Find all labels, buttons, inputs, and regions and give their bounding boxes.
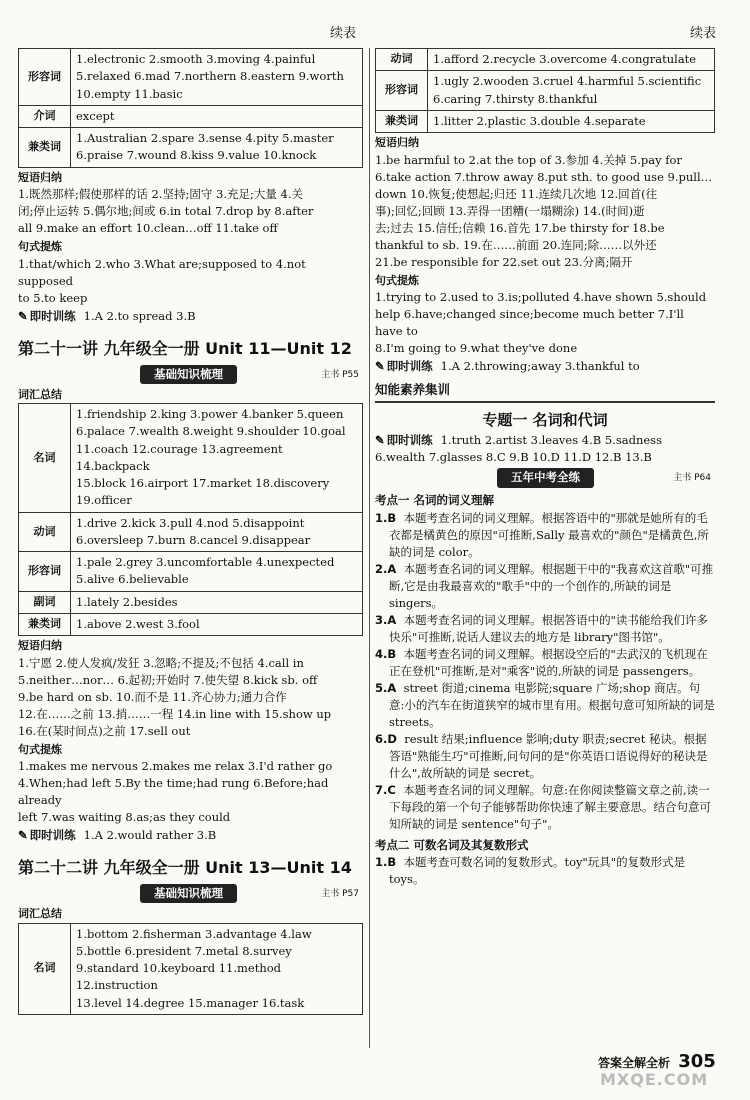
section-banner: 基础知识梳理 [140, 365, 237, 384]
vocab-category: 兼类词 [376, 110, 428, 132]
section-banner: 五年中考全练 [497, 468, 594, 487]
vocab-words [71, 404, 363, 513]
vocab-category: 动词 [19, 512, 71, 552]
phrases-list [18, 655, 363, 740]
vocab-words [71, 613, 363, 635]
vocab-row [19, 128, 363, 168]
answer-list [375, 854, 715, 888]
answer-number: 1.B [375, 510, 397, 525]
answer-list [375, 510, 715, 833]
vocab-line: 1.Australian 2.spare 3.sense 4.pity 5.master [76, 131, 334, 145]
vocab-line: 11.coach 12.courage 13.agreement 14.backpack [76, 441, 283, 473]
vocab-words [428, 110, 715, 132]
answer-number: 2.A [375, 561, 397, 576]
sentences-list [18, 758, 363, 826]
vocab-line: 1.afford 2.recycle 3.overcome 4.congratulate [433, 52, 697, 66]
vocab-line: 6.caring 7.thirsty 8.thankful [433, 91, 598, 106]
text-line: 1.trying to 2.used to 3.is;polluted 4.have shown 5.should [375, 290, 707, 304]
exam-point-title: 考点一 名词的词义理解 [375, 493, 495, 508]
answer-explanation: 本题考查名词的词义理解。根据题干中的"我喜欢这首歌"可推断,它是由我最喜欢的"歌手"中的一个创作的,所缺的词是 singers。 [389, 561, 714, 610]
answer-item [375, 680, 715, 731]
page-number: 305 [678, 1051, 716, 1072]
lecture-title-21: 第二十一讲 九年级全一册 Unit 11—Unit 12 [18, 338, 352, 358]
column-divider [369, 48, 370, 1048]
practice-answers: 1.truth 2.artist 3.leaves 4.B 5.sadness [440, 433, 662, 448]
vocab-category: 名词 [19, 404, 71, 513]
vocab-line: 13.level 14.degree 15.manager 16.task [76, 995, 305, 1010]
vocab-table-unit13 [18, 923, 363, 1015]
right-column [375, 48, 715, 888]
answer-explanation: 本题考查可数名词的复数形式。toy"玩具"的复数形式是 toys。 [389, 854, 686, 886]
vocab-row [19, 49, 363, 106]
text-line: 事);回忆;回顾 13.弄得一团糟(一塌糊涂) 14.(时间)逝 [375, 203, 645, 218]
sentences-list [375, 289, 715, 357]
vocab-row [376, 71, 715, 111]
vocab-category: 副词 [19, 591, 71, 613]
text-line: 1.that/which 2.who 3.What are;supposed to 4.not supposed [18, 256, 306, 288]
vocab-row [376, 110, 715, 132]
text-line: down 10.恢复;使想起;归还 11.连续几次地 12.回首(往 [375, 186, 658, 201]
vocab-words [71, 49, 363, 106]
pencil-icon: ✎ [18, 308, 28, 323]
vocab-row [19, 613, 363, 635]
text-line: 1.be harmful to 2.at the top of 3.参加 4.关掉 5.pay for [375, 152, 682, 167]
answer-number: 7.C [375, 782, 396, 797]
vocab-words [71, 105, 363, 127]
answer-number: 6.D [375, 731, 397, 746]
vocab-category: 兼类词 [19, 613, 71, 635]
footer-label: 答案全解全析 [598, 1056, 671, 1070]
vocab-category: 形容词 [19, 49, 71, 106]
vocab-line: 1.electronic 2.smooth 3.moving 4.painful [76, 52, 316, 66]
practice-answers: 1.A 2.would rather 3.B [83, 828, 217, 842]
main-book-ref: 主书 P55 [321, 369, 359, 380]
practice-row [18, 826, 363, 844]
vocab-category: 动词 [376, 49, 428, 71]
vocab-summary-title: 词汇总结 [18, 907, 62, 920]
text-line: 去;过去 15.信任;信赖 16.首先 17.be thirsty for 18.be [375, 220, 665, 235]
answer-explanation: 本题考查名词的词义理解。句意:在你阅读整篇文章之前,读一下每段的第一个句子能够帮助你快速了解主要意思。结合句意可知所缺的词是 sentence"句子"。 [389, 782, 711, 831]
pencil-icon: ✎ [375, 359, 385, 373]
continued-label-right: 续表 [690, 26, 717, 41]
vocab-row [19, 105, 363, 127]
practice-answers-cont: 6.wealth 7.glasses 8.C 9.B 10.D 11.D 12.B 13.B [375, 450, 652, 465]
practice-label: 即时训练 [386, 359, 433, 373]
practice-row [375, 357, 715, 375]
vocab-words [71, 923, 363, 1014]
text-line: 5.neither…nor… 6.起初;开始时 7.使失望 8.kick sb. off [18, 672, 318, 687]
vocab-line: 5.bottle 6.president 7.metal 8.survey [76, 943, 292, 958]
vocab-line: 15.block 16.airport 17.market 18.discovery [76, 476, 330, 490]
text-line: thankful to sb. 19.在……前面 20.连同;除……以外还 [375, 237, 657, 252]
vocab-category: 形容词 [19, 552, 71, 592]
answer-item [375, 561, 715, 612]
vocab-line: 6.oversleep 7.burn 8.cancel 9.disappear [76, 532, 311, 547]
vocab-summary-title: 词汇总结 [18, 387, 62, 401]
vocab-line: 1.pale 2.grey 3.uncomfortable 4.unexpected [76, 555, 335, 569]
vocab-line: 19.officer [76, 493, 132, 508]
vocab-words [71, 128, 363, 168]
text-line: 16.在(某时间点)之前 17.sell out [18, 723, 191, 738]
vocab-row [19, 404, 363, 513]
vocab-line: 6.palace 7.wealth 8.weight 9.shoulder 10.goal [76, 424, 346, 439]
vocab-line: 1.lately 2.besides [76, 594, 178, 609]
vocab-line: 10.empty 11.basic [76, 86, 183, 101]
vocab-row [376, 49, 715, 71]
practice-row [18, 307, 363, 325]
phrases-title: 短语归纳 [375, 136, 419, 149]
phrases-list [375, 152, 715, 271]
section-heading: 知能素养集训 [375, 381, 715, 403]
answer-number: 1.B [375, 854, 397, 869]
main-book-ref: 主书 P57 [321, 889, 359, 899]
text-line: 1.既然那样;假使那样的话 2.坚持;固守 3.充足;大量 4.关 [18, 187, 303, 201]
vocab-words [71, 552, 363, 592]
phrases-list [18, 186, 363, 237]
text-line: 6.take action 7.throw away 8.put sth. to good use 9.pull… [375, 169, 713, 184]
vocab-line: except [76, 108, 115, 123]
vocab-line: 1.litter 2.plastic 3.double 4.separate [433, 113, 646, 128]
sentences-title: 句式提炼 [18, 742, 62, 756]
practice-label: 即时训练 [29, 308, 76, 323]
section-banner: 基础知识梳理 [140, 884, 237, 903]
answer-explanation: 本题考查名词的词义理解。根据答语中的"那就是她所有的毛衣都是橘黄色的原因"可推断,Sally 最喜欢的"颜色"是橘黄色,所缺的词是 color。 [389, 510, 709, 559]
answer-item [375, 782, 715, 833]
pencil-icon: ✎ [18, 828, 28, 842]
text-line: 8.I'm going to 9.what they've done [375, 341, 578, 355]
answer-explanation: street 街道;cinema 电影院;square 广场;shop 商店。句意:小的汽车在街道狭窄的城市里有用。根据句意可知所缺的词是 streets。 [389, 680, 715, 729]
text-line: 1.makes me nervous 2.makes me relax 3.I'd rather go [18, 759, 333, 773]
answer-item [375, 854, 715, 888]
text-line: 21.be responsible for 22.set out 23.分离;隔开 [375, 254, 633, 269]
banner-row [375, 466, 715, 488]
vocab-line: 1.drive 2.kick 3.pull 4.nod 5.disappoint [76, 515, 305, 530]
answer-explanation: 本题考查名词的词义理解。根据答语中的"读书能给我们许多快乐"可推断,说话人建议去的地方是 library"图书馆"。 [389, 612, 708, 644]
vocab-table-left-top [18, 48, 363, 168]
answer-explanation: result 结果;influence 影响;duty 职责;secret 秘诀。根据答语"熟能生巧"可推断,问句问的是"你英语口语说得好的秘诀是什么",故所缺的词是 secret。 [389, 731, 708, 780]
sentences-title: 句式提炼 [18, 240, 62, 253]
text-line: help 6.have;changed since;become much better 7.I'll have to [375, 307, 684, 338]
vocab-words [428, 71, 715, 111]
text-line: to 5.to keep [18, 290, 88, 305]
text-line: 1.宁愿 2.使人发疯/发狂 3.忽略;不提及;不包括 4.call in [18, 655, 304, 670]
left-column [18, 48, 363, 1017]
vocab-line: 1.above 2.west 3.fool [76, 616, 200, 631]
vocab-line: 1.friendship 2.king 3.power 4.banker 5.queen [76, 407, 344, 421]
phrases-title: 短语归纳 [18, 639, 62, 652]
exam-point-title: 考点二 可数名词及其复数形式 [375, 837, 529, 852]
sentences-list [18, 256, 363, 307]
vocab-row [19, 552, 363, 592]
text-line: 9.be hard on sb. 10.而不是 11.齐心协力;通力合作 [18, 689, 287, 704]
vocab-category: 名词 [19, 923, 71, 1014]
pencil-icon: ✎ [375, 433, 385, 448]
vocab-category: 兼类词 [19, 128, 71, 168]
main-book-ref: 主书 P64 [673, 473, 711, 484]
answer-item [375, 612, 715, 646]
continued-label-left: 续表 [330, 26, 357, 41]
practice-answers: 1.A 2.throwing;away 3.thankful to [440, 359, 640, 373]
text-line: 12.在……之前 13.捎……一程 14.in line with 15.show up [18, 706, 332, 721]
answer-explanation: 本题考查名词的词义理解。根据设空后的"去武汉的飞机现在正在登机"可推断,是对"乘客"说的,所缺的词是 passengers。 [389, 646, 708, 678]
vocab-category: 介词 [19, 105, 71, 127]
vocab-row [19, 512, 363, 552]
sentences-title: 句式提炼 [375, 273, 419, 287]
practice-label: 即时训练 [29, 828, 76, 842]
text-line: left 7.was waiting 8.as;as they could [18, 810, 231, 824]
vocab-row [19, 591, 363, 613]
vocab-line: 5.alive 6.believable [76, 572, 189, 587]
phrases-title: 短语归纳 [18, 170, 62, 184]
text-line: 4.When;had left 5.By the time;had rung 6.Before;had already [18, 776, 329, 807]
vocab-table-unit11 [18, 403, 363, 636]
answer-number: 4.B [375, 646, 397, 661]
answer-item [375, 510, 715, 561]
answer-number: 3.A [375, 612, 397, 627]
answer-number: 5.A [375, 680, 397, 695]
vocab-line: 9.standard 10.keyboard 11.method 12.instruction [76, 961, 282, 993]
vocab-words [428, 49, 715, 71]
watermark: MXQE.COM [600, 1070, 709, 1089]
vocab-category: 形容词 [376, 71, 428, 111]
vocab-line: 5.relaxed 6.mad 7.northern 8.eastern 9.worth [76, 69, 344, 84]
answer-item [375, 731, 715, 782]
banner-row [18, 363, 363, 385]
practice-label: 即时训练 [386, 433, 433, 448]
practice-answers: 1.A 2.to spread 3.B [83, 308, 196, 323]
vocab-table-right-top [375, 48, 715, 133]
topic-title: 专题一 名词和代词 [482, 410, 608, 429]
text-line: 闭;停止运转 5.偶尔地;间或 6.in total 7.drop by 8.after [18, 204, 314, 218]
practice-row [375, 431, 715, 449]
lecture-title-22: 第二十二讲 九年级全一册 Unit 13—Unit 14 [18, 858, 352, 877]
text-line: all 9.make an effort 10.clean…off 11.take off [18, 221, 278, 235]
vocab-line: 1.ugly 2.wooden 3.cruel 4.harmful 5.scientific [433, 74, 702, 89]
vocab-line: 6.praise 7.wound 8.kiss 9.value 10.knock [76, 148, 317, 163]
vocab-line: 1.bottom 2.fisherman 3.advantage 4.law [76, 926, 312, 941]
vocab-row [19, 923, 363, 1014]
vocab-words [71, 591, 363, 613]
vocab-words [71, 512, 363, 552]
banner-row [18, 882, 363, 904]
answer-item [375, 646, 715, 680]
